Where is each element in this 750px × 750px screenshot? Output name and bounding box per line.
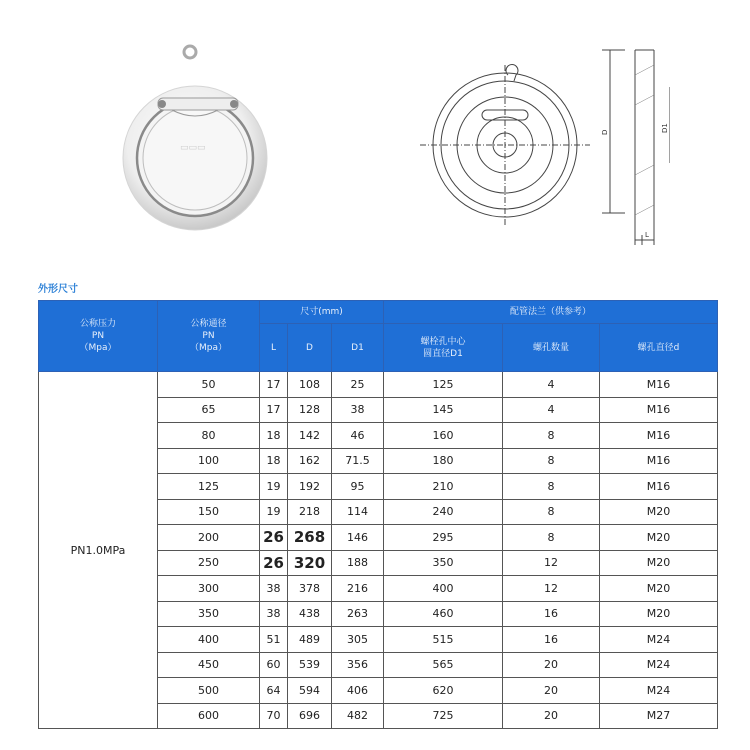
cell-bolt: 515: [384, 627, 503, 653]
cell-L: 18: [260, 423, 288, 449]
cell-n: 16: [503, 601, 600, 627]
cell-n: 8: [503, 423, 600, 449]
cell-d: M16: [600, 397, 718, 423]
cell-n: 4: [503, 372, 600, 398]
cell-bolt: 160: [384, 423, 503, 449]
cell-n: 20: [503, 652, 600, 678]
cell-dn: 65: [158, 397, 260, 423]
cell-L: 26: [260, 550, 288, 576]
cell-D: 128: [288, 397, 332, 423]
cell-n: 8: [503, 448, 600, 474]
cell-D: 438: [288, 601, 332, 627]
dim-label-D: D: [601, 129, 609, 135]
cell-D: 162: [288, 448, 332, 474]
cell-d: M20: [600, 576, 718, 602]
dim-label-L: L: [645, 231, 649, 239]
cell-D: 142: [288, 423, 332, 449]
cell-d: M20: [600, 499, 718, 525]
cell-dn: 125: [158, 474, 260, 500]
cell-D: 192: [288, 474, 332, 500]
cell-D1: 188: [332, 550, 384, 576]
cell-L: 17: [260, 397, 288, 423]
header-diameter: 公称通径 PN （Mpa）: [158, 301, 260, 372]
cell-dn: 50: [158, 372, 260, 398]
header-bolt-center: 螺栓孔中心 圆直径D1: [384, 324, 503, 372]
cell-bolt: 620: [384, 678, 503, 704]
cell-D: 218: [288, 499, 332, 525]
table-row: [39, 372, 718, 398]
cell-L: 17: [260, 372, 288, 398]
cell-n: 8: [503, 525, 600, 551]
cell-L: 19: [260, 499, 288, 525]
cell-D1: 263: [332, 601, 384, 627]
cell-d: M16: [600, 372, 718, 398]
cell-L: 38: [260, 576, 288, 602]
cell-D1: 482: [332, 703, 384, 729]
cell-bolt: 565: [384, 652, 503, 678]
cell-L: 26: [260, 525, 288, 551]
section-title: 外形尺寸: [38, 284, 78, 295]
cell-dn: 350: [158, 601, 260, 627]
dim-label-D1: D1: [661, 123, 669, 133]
cell-D1: 114: [332, 499, 384, 525]
cell-d: M16: [600, 423, 718, 449]
cell-n: 20: [503, 703, 600, 729]
cell-n: 8: [503, 474, 600, 500]
svg-text:▭▭▭: ▭▭▭: [180, 143, 206, 153]
cell-bolt: 145: [384, 397, 503, 423]
cell-d: M24: [600, 627, 718, 653]
cell-dn: 150: [158, 499, 260, 525]
cell-dn: 400: [158, 627, 260, 653]
cell-L: 70: [260, 703, 288, 729]
cell-D1: 216: [332, 576, 384, 602]
cell-bolt: 400: [384, 576, 503, 602]
cell-D1: 38: [332, 397, 384, 423]
header-hole-count: 螺孔数量: [503, 324, 600, 372]
technical-drawing: [410, 45, 670, 250]
cell-dn: 300: [158, 576, 260, 602]
cell-d: M16: [600, 474, 718, 500]
cell-L: 64: [260, 678, 288, 704]
cell-n: 8: [503, 499, 600, 525]
cell-bolt: 240: [384, 499, 503, 525]
header-D: D: [288, 324, 332, 372]
cell-bolt: 125: [384, 372, 503, 398]
cell-n: 16: [503, 627, 600, 653]
cell-bolt: 460: [384, 601, 503, 627]
header-size-group: 尺寸(mm): [260, 301, 384, 324]
cell-D1: 46: [332, 423, 384, 449]
cell-d: M24: [600, 678, 718, 704]
cell-bolt: 210: [384, 474, 503, 500]
cell-dn: 450: [158, 652, 260, 678]
cell-L: 51: [260, 627, 288, 653]
cell-dn: 80: [158, 423, 260, 449]
cell-L: 60: [260, 652, 288, 678]
header-flange-group: 配管法兰（供参考）: [384, 301, 718, 324]
cell-dn: 500: [158, 678, 260, 704]
cell-n: 4: [503, 397, 600, 423]
header-pressure: 公称压力 PN （Mpa）: [39, 301, 158, 372]
header-D1: D1: [332, 324, 384, 372]
cell-D: 594: [288, 678, 332, 704]
cell-D: 489: [288, 627, 332, 653]
cell-dn: 100: [158, 448, 260, 474]
cell-D1: 356: [332, 652, 384, 678]
cell-D1: 95: [332, 474, 384, 500]
cell-D1: 146: [332, 525, 384, 551]
cell-n: 20: [503, 678, 600, 704]
cell-D: 320: [288, 550, 332, 576]
cell-bolt: 295: [384, 525, 503, 551]
cell-D1: 305: [332, 627, 384, 653]
cell-d: M27: [600, 703, 718, 729]
cell-D: 378: [288, 576, 332, 602]
cell-n: 12: [503, 550, 600, 576]
cell-D: 539: [288, 652, 332, 678]
cell-dn: 200: [158, 525, 260, 551]
cell-bolt: 350: [384, 550, 503, 576]
cell-L: 18: [260, 448, 288, 474]
cell-D1: 25: [332, 372, 384, 398]
cell-bolt: 725: [384, 703, 503, 729]
pressure-cell: PN1.0MPa: [39, 372, 158, 729]
cell-n: 12: [503, 576, 600, 602]
cell-D: 268: [288, 525, 332, 551]
header-L: L: [260, 324, 288, 372]
cell-d: M20: [600, 525, 718, 551]
cell-L: 38: [260, 601, 288, 627]
cell-D1: 71.5: [332, 448, 384, 474]
product-photo: [110, 40, 290, 235]
spec-table: [38, 300, 718, 729]
cell-bolt: 180: [384, 448, 503, 474]
cell-d: M16: [600, 448, 718, 474]
cell-D: 696: [288, 703, 332, 729]
cell-d: M20: [600, 550, 718, 576]
cell-L: 19: [260, 474, 288, 500]
cell-D1: 406: [332, 678, 384, 704]
cell-D: 108: [288, 372, 332, 398]
cell-dn: 600: [158, 703, 260, 729]
header-hole-dia: 螺孔直径d: [600, 324, 718, 372]
cell-d: M20: [600, 601, 718, 627]
cell-d: M24: [600, 652, 718, 678]
cell-dn: 250: [158, 550, 260, 576]
